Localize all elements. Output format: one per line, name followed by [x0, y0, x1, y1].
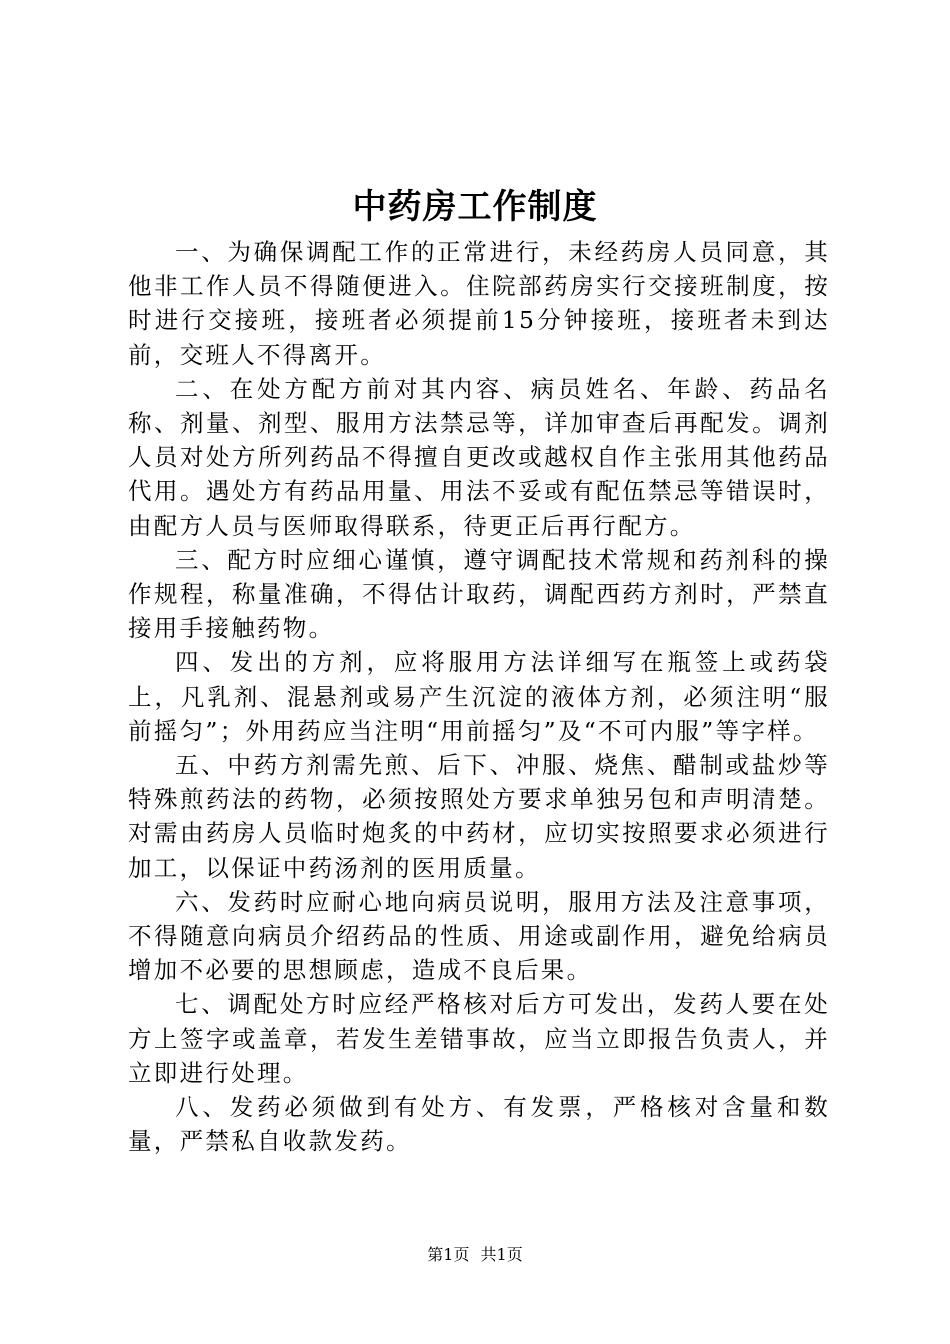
paragraph-6: 六、发药时应耐心地向病员说明，服用方法及注意事项，不得随意向病员介绍药品的性质、用途或副作用，避免给病员增加不必要的思想顾虑，造成不良后果。: [128, 887, 830, 985]
page-total: 共1页: [480, 1245, 523, 1264]
paragraph-3: 三、配方时应细心谨慎，遵守调配技术常规和药剂科的操作规程，称量准确，不得估计取药，调配西药方剂时，严禁直接用手接触药物。: [128, 545, 830, 643]
paragraph-1: 一、为确保调配工作的正常进行，未经药房人员同意，其他非工作人员不得随便进入。住院部药房实行交接班制度，按时进行交接班，接班者必须提前15分钟接班，接班者未到达前，交班人不得离开。: [128, 238, 830, 369]
page-number: 第1页: [427, 1245, 470, 1264]
document-title: 中药房工作制度: [352, 187, 598, 227]
paragraph-4: 四、发出的方剂，应将服用方法详细写在瓶签上或药袋上，凡乳剂、混悬剂或易产生沉淀的液体方剂，必须注明“服前摇匀”；外用药应当注明“用前摇匀”及“不可内服”等字样。: [128, 648, 830, 745]
document-body: [128, 235, 830, 1158]
paragraph-7: 七、调配处方时应经严格核对后方可发出，发药人要在处方上签字或盖章，若发生差错事故，应当立即报告负责人，并立即进行处理。: [128, 990, 830, 1087]
paragraph-8: 八、发药必须做到有处方、有发票，严格核对含量和数量，严禁私自收款发药。: [128, 1093, 830, 1156]
page-footer: [0, 1243, 950, 1267]
paragraph-2: 二、在处方配方前对其内容、病员姓名、年龄、药品名称、剂量、剂型、服用方法禁忌等，详加审查后再配发。调剂人员对处方所列药品不得擅自更改或越权自作主张用其他药品代用。遇处方有药品用量、用法不妥或有配伍禁忌等错误时，由配方人员与医师取得联系，待更正后再行配方。: [128, 374, 830, 540]
paragraph-5: 五、中药方剂需先煎、后下、冲服、烧焦、醋制或盐炒等特殊煎药法的药物，必须按照处方要求单独另包和声明清楚。对需由药房人员临时炮炙的中药材，应切实按照要求必须进行加工，以保证中药汤剂的医用质量。: [128, 751, 830, 882]
